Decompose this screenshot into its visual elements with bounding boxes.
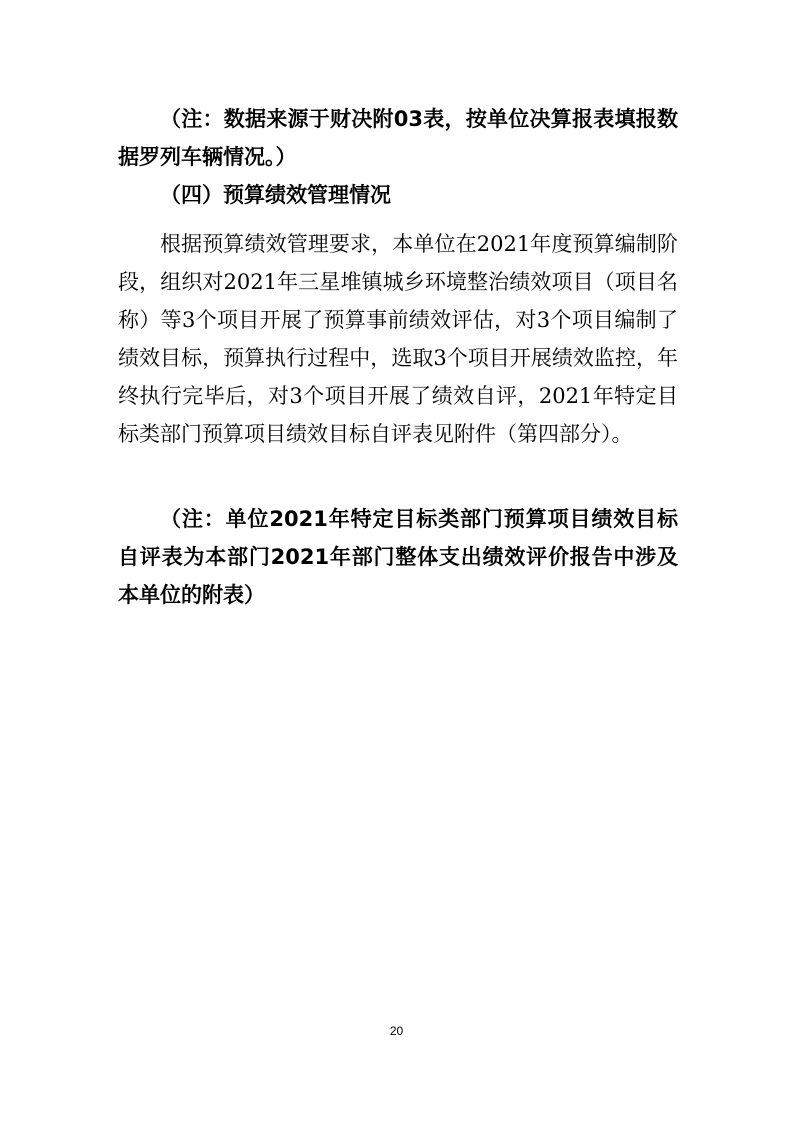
self-evaluation-table-note: （注：单位2021年特定目标类部门预算项目绩效目标自评表为本部门2021年部门整体支出绩效评价报告中涉及本单位的附表） xyxy=(118,507,678,607)
section-body-paragraph: 根据预算绩效管理要求，本单位在2021年度预算编制阶段，组织对2021年三星堆镇城乡环境整治绩效项目（项目名称）等3个项目开展了预算事前绩效评估，对3个项目编制了绩效目标，预算执行过程中，选取3个项目开展绩效监控，年终执行完毕后，对3个项目开展了绩效自评，2021年特定目标类部门预算项目绩效目标自评表见附件（第四部分）。 xyxy=(118,232,678,446)
page-number: 20 xyxy=(389,1024,404,1038)
section-heading-budget-performance: （四）预算绩效管理情况 xyxy=(160,183,391,207)
vehicle-data-note: （注：数据来源于财决附03表，按单位决算报表填报数据罗列车辆情况。） xyxy=(118,107,678,169)
